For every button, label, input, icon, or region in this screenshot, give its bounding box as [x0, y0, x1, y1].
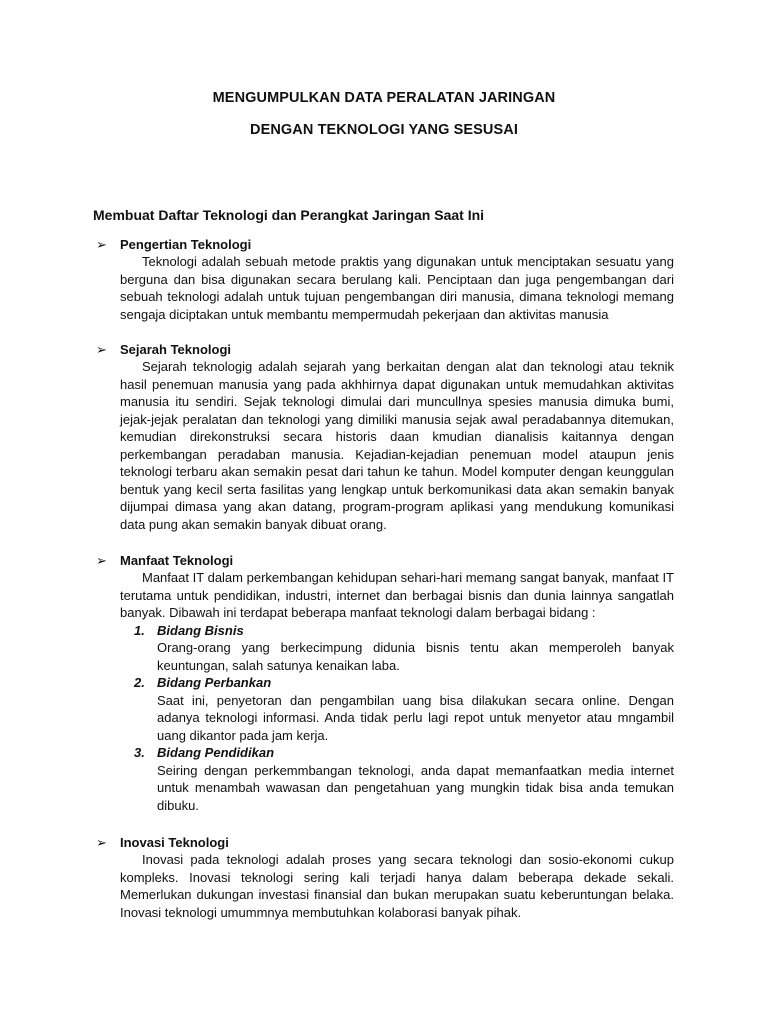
paragraph: Manfaat IT dalam perkembangan kehidupan sehari-hari memang sangat banyak, manfaat IT terutama untuk pendidikan, industri, internet dan berbagai bisnis dan dunia lainnya sangatlah banyak. Dibawah ini terdapat beberapa manfaat teknologi dalam berbagai bidang :	[120, 570, 674, 620]
subsection-heading: Manfaat Teknologi	[120, 553, 234, 568]
list-item-title: Bidang Perbankan	[157, 675, 272, 690]
numbered-list	[134, 622, 674, 815]
list-item-title: Bidang Pendidikan	[157, 745, 275, 760]
list-item-text: Seiring dengan perkemmbangan teknologi, anda dapat memanfaatkan media internet untuk menambah wawasan dan pengetahuan yang mungkin tidak bisa anda temukan dibuku.	[157, 762, 674, 813]
section-inovasi-teknologi	[96, 834, 674, 921]
list-number: 2.	[134, 675, 145, 690]
list-item-text: Saat ini, penyetoran dan pengambilan uang bisa dilakukan secara online. Dengan adanya teknologi informasi. Anda tidak perlu lagi repot untuk menyetor atau mngambil uang dikantor pada jam kerja.	[157, 692, 674, 743]
section-pengertian-teknologi	[96, 236, 674, 323]
section-sejarah-teknologi	[96, 341, 674, 533]
subsection-heading: Sejarah Teknologi	[120, 342, 232, 357]
subsection-heading: Pengertian Teknologi	[120, 237, 252, 252]
arrow-bullet-icon: ➢	[96, 835, 107, 850]
paragraph: Teknologi adalah sebuah metode praktis yang digunakan untuk menciptakan sesuatu yang berguna dan bisa digunakan secara berulang kali. Penciptaan dan juga pengembangan dari sebuah teknologi adalah untuk tujuan pengembangan diri manusia, dimana teknologi memang sengaja diciptakan untuk membantu mempermudah pekerjaan dan aktivitas manusia	[120, 254, 674, 322]
subsection-heading: Inovasi Teknologi	[120, 835, 229, 850]
section-heading: Membuat Daftar Teknologi dan Perangkat Jaringan Saat Ini	[93, 207, 485, 223]
list-number: 3.	[134, 745, 145, 760]
list-item	[134, 674, 674, 744]
section-manfaat-teknologi	[96, 552, 674, 814]
document-title-line-1: MENGUMPULKAN DATA PERALATAN JARINGAN	[212, 90, 556, 106]
arrow-bullet-icon: ➢	[96, 553, 107, 568]
paragraph: Inovasi pada teknologi adalah proses yang secara teknologi dan sosio-ekonomi cukup kompleks. Inovasi teknologi sering kali terjadi hanya dalam beberapa dekade sekali. Memerlukan dukungan investasi finansial dan bukan merupakan suatu keberuntungan belaka. Inovasi teknologi umummnya membutuhkan kolaborasi banyak pihak.	[120, 852, 674, 920]
list-item-title: Bidang Bisnis	[157, 622, 244, 638]
arrow-bullet-icon: ➢	[96, 237, 107, 252]
paragraph: Sejarah teknologig adalah sejarah yang berkaitan dengan alat dan teknologi atau teknik hasil penemuan manusia yang pada akhhirnya dapat digunakan untuk memudahkan aktivitas manusia itu sendiri. Sejak teknologi dimulai dari muncullnya spesies manusia dimuka bumi, jejak-jejak peralatan dan teknologi yang dimiliki manusia sejak awal peradabannya ditemukan, kemudian direkonstruksi secara historis daan kmudian dianalisis kaitannya dengan perkembangan peradaban manusia. Kejadian-kejadian penemuan model ataupun jenis teknologi terbaru akan semakin pesat dari tahun ke tahun. Model komputer dengan keunggulan bentuk yang kecil serta fasilitas yang lengkap untuk berkomunikasi data akan semakin banyak dijumpai dimasa yang akan datang, program-program aplikasi yang mendukung komunikasi data pung akan semakin banyak dibuat orang.	[120, 359, 674, 532]
document-title-line-2: DENGAN TEKNOLOGI YANG SESUSAI	[250, 122, 518, 138]
list-item	[134, 744, 674, 814]
arrow-bullet-icon: ➢	[96, 342, 107, 357]
list-item	[134, 622, 674, 675]
list-item-text: Orang-orang yang berkecimpung didunia bisnis tentu akan memperoleh banyak keuntungan, salah satunya kenaikan laba.	[157, 640, 674, 673]
list-number: 1.	[134, 622, 145, 638]
